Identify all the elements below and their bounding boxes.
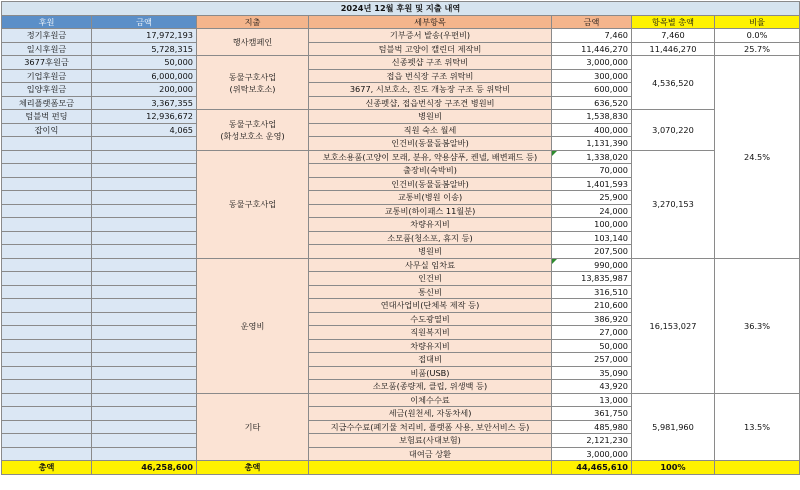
empty-cell <box>92 164 197 178</box>
empty-cell <box>2 245 92 259</box>
detail-item: 소모품(종량제, 클립, 위생백 등) <box>309 380 552 394</box>
comment-indicator-icon <box>552 151 557 156</box>
header-item-total: 항목별 총액 <box>632 15 715 29</box>
expense-total-amount: 44,465,610 <box>552 461 632 475</box>
empty-cell <box>2 447 92 461</box>
detail-amount: 600,000 <box>552 83 632 97</box>
detail-item: 이체수수료 <box>309 393 552 407</box>
table-row <box>2 110 800 124</box>
donation-amount: 5,728,315 <box>92 42 197 56</box>
empty-cell <box>92 150 197 164</box>
detail-item: 사무실 임차료 <box>309 258 552 272</box>
table-row <box>2 29 800 43</box>
empty-cell <box>92 272 197 286</box>
category-label-line: (화성보호소 운영) <box>220 130 285 141</box>
empty-cell <box>2 191 92 205</box>
ratio-total: 100% <box>632 461 715 475</box>
detail-amount: 1,131,390 <box>552 137 632 151</box>
empty-cell <box>92 393 197 407</box>
detail-amount: 361,750 <box>552 407 632 421</box>
donation-name: 3677후원금 <box>2 56 92 70</box>
empty-cell <box>2 150 92 164</box>
empty-cell <box>2 353 92 367</box>
empty-cell <box>2 312 92 326</box>
empty-cell <box>2 380 92 394</box>
expense-table <box>1 1 800 475</box>
empty-cell <box>92 407 197 421</box>
detail-amount: 485,980 <box>552 420 632 434</box>
category-label-line: (위탁보호소) <box>229 83 276 94</box>
donation-amount: 200,000 <box>92 83 197 97</box>
header-expense: 지출 <box>197 15 309 29</box>
detail-amount: 43,920 <box>552 380 632 394</box>
empty-cell <box>2 339 92 353</box>
detail-amount: 386,920 <box>552 312 632 326</box>
item-total: 5,981,960 <box>632 393 715 461</box>
detail-item: 보호소용품(고양이 모래, 분유, 약용샴푸, 켄넬, 배변패드 등) <box>309 150 552 164</box>
detail-item: 연대사업비(단체복 제작 등) <box>309 299 552 313</box>
empty-cell <box>92 326 197 340</box>
donation-name: 텀블벅 펀딩 <box>2 110 92 124</box>
empty-cell <box>2 420 92 434</box>
detail-item: 수도광열비 <box>309 312 552 326</box>
empty-cell <box>92 204 197 218</box>
detail-item: 병원비 <box>309 110 552 124</box>
detail-amount: 316,510 <box>552 285 632 299</box>
empty-cell <box>2 285 92 299</box>
item-total: 3,270,153 <box>632 150 715 258</box>
empty-cell <box>92 447 197 461</box>
detail-amount: 2,121,230 <box>552 434 632 448</box>
empty-cell <box>2 177 92 191</box>
detail-item: 접대비 <box>309 353 552 367</box>
item-total: 7,460 <box>632 29 715 43</box>
detail-item: 인건비(동물돌봄알바) <box>309 137 552 151</box>
empty-cell <box>2 366 92 380</box>
donation-total-amount: 46,258,600 <box>92 461 197 475</box>
ratio-cell: 13.5% <box>715 393 800 461</box>
empty-cell <box>92 137 197 151</box>
expense-category <box>197 29 309 56</box>
detail-item: 출장비(숙박비) <box>309 164 552 178</box>
empty-cell <box>2 407 92 421</box>
detail-amount: 636,520 <box>552 96 632 110</box>
comment-indicator-icon <box>552 259 557 264</box>
detail-amount: 1,538,830 <box>552 110 632 124</box>
item-total: 16,153,027 <box>632 258 715 393</box>
empty-cell <box>2 299 92 313</box>
detail-amount: 13,000 <box>552 393 632 407</box>
header-amount2: 금액 <box>552 15 632 29</box>
detail-item: 지급수수료(폐기물 처리비, 플랫폼 사용, 보안서비스 등) <box>309 420 552 434</box>
empty-cell <box>2 434 92 448</box>
empty-cell <box>2 231 92 245</box>
detail-amount: 13,835,987 <box>552 272 632 286</box>
donation-amount: 17,972,193 <box>92 29 197 43</box>
empty-cell <box>2 326 92 340</box>
table-row <box>2 150 800 164</box>
detail-item: 3677, 시보호소, 진도 개농장 구조 등 위탁비 <box>309 83 552 97</box>
empty-cell <box>92 299 197 313</box>
ratio-cell: 25.7% <box>715 42 800 56</box>
item-total: 11,446,270 <box>632 42 715 56</box>
detail-item: 차량유지비 <box>309 218 552 232</box>
empty-cell <box>92 339 197 353</box>
detail-item: 직원복지비 <box>309 326 552 340</box>
donation-total-label: 총액 <box>2 461 92 475</box>
detail-item: 세금(원천세, 자동차세) <box>309 407 552 421</box>
detail-item: 교통비(하이패스 11월분) <box>309 204 552 218</box>
table-row <box>2 258 800 272</box>
detail-amount: 400,000 <box>552 123 632 137</box>
expense-category <box>197 56 309 110</box>
detail-amount: 1,401,593 <box>552 177 632 191</box>
detail-item: 인건비 <box>309 272 552 286</box>
empty-cell <box>92 285 197 299</box>
detail-amount: 27,000 <box>552 326 632 340</box>
donation-name: 입양후원금 <box>2 83 92 97</box>
empty-cell <box>2 204 92 218</box>
expense-total-label: 총액 <box>197 461 309 475</box>
detail-item: 통신비 <box>309 285 552 299</box>
detail-item: 소모품(청소포, 휴지 등) <box>309 231 552 245</box>
empty-cell <box>92 191 197 205</box>
expense-category <box>197 393 309 461</box>
empty-cell <box>2 218 92 232</box>
header-amount: 금액 <box>92 15 197 29</box>
table-row <box>2 56 800 70</box>
sheet-title: 2024년 12월 후원 및 지출 내역 <box>2 2 800 16</box>
detail-amount: 257,000 <box>552 353 632 367</box>
detail-item: 대여금 상환 <box>309 447 552 461</box>
ratio-cell: 36.3% <box>715 258 800 393</box>
donation-amount: 3,367,355 <box>92 96 197 110</box>
table-row <box>2 393 800 407</box>
header-detail: 세부항목 <box>309 15 552 29</box>
detail-item: 접읍 번식장 구조 위탁비 <box>309 69 552 83</box>
donation-name: 정기후원금 <box>2 29 92 43</box>
expense-category <box>197 110 309 151</box>
donation-name: 기업후원금 <box>2 69 92 83</box>
header-ratio: 비율 <box>715 15 800 29</box>
detail-amount: 1,338,020 <box>552 150 632 164</box>
detail-item: 병원비 <box>309 245 552 259</box>
empty-cell <box>309 461 552 475</box>
detail-item: 보험료(사대보험) <box>309 434 552 448</box>
empty-cell <box>2 272 92 286</box>
detail-amount: 990,000 <box>552 258 632 272</box>
empty-cell <box>2 164 92 178</box>
empty-cell <box>92 366 197 380</box>
detail-amount: 103,140 <box>552 231 632 245</box>
empty-cell <box>92 245 197 259</box>
detail-amount: 100,000 <box>552 218 632 232</box>
empty-cell <box>92 258 197 272</box>
detail-amount: 50,000 <box>552 339 632 353</box>
detail-item: 비품(USB) <box>309 366 552 380</box>
category-label-line: 행사캠페인 <box>232 37 273 47</box>
empty-cell <box>92 177 197 191</box>
detail-item: 신종펫샵, 접읍번식장 구조견 병원비 <box>309 96 552 110</box>
detail-amount: 3,000,000 <box>552 56 632 70</box>
empty-cell <box>92 380 197 394</box>
ratio-cell: 0.0% <box>715 29 800 43</box>
detail-amount: 35,090 <box>552 366 632 380</box>
category-label-line: 운영비 <box>240 320 265 331</box>
detail-amount: 300,000 <box>552 69 632 83</box>
ratio-cell: 24.5% <box>715 56 800 259</box>
detail-item: 직원 숙소 월세 <box>309 123 552 137</box>
empty-cell <box>92 434 197 448</box>
detail-amount: 210,600 <box>552 299 632 313</box>
table-row <box>2 42 800 56</box>
empty-cell <box>92 231 197 245</box>
empty-cell <box>92 420 197 434</box>
detail-item: 차량유지비 <box>309 339 552 353</box>
detail-amount: 70,000 <box>552 164 632 178</box>
category-label-line: 동물구호사업 <box>228 71 277 82</box>
empty-cell <box>92 312 197 326</box>
total-row <box>2 461 800 475</box>
donation-amount: 50,000 <box>92 56 197 70</box>
donation-amount: 6,000,000 <box>92 69 197 83</box>
detail-item: 신종펫샵 구조 위탁비 <box>309 56 552 70</box>
empty-cell <box>92 218 197 232</box>
detail-amount: 11,446,270 <box>552 42 632 56</box>
detail-amount: 7,460 <box>552 29 632 43</box>
donation-amount: 4,065 <box>92 123 197 137</box>
detail-item: 인건비(동물돌봄알바) <box>309 177 552 191</box>
donation-amount: 12,936,672 <box>92 110 197 124</box>
category-label-line: 기타 <box>244 421 261 432</box>
donation-name: 체리플랫폼모금 <box>2 96 92 110</box>
category-label-line: 동물구호사업 <box>228 118 277 129</box>
detail-item: 교통비(병원 이송) <box>309 191 552 205</box>
expense-category <box>197 258 309 393</box>
detail-amount: 207,500 <box>552 245 632 259</box>
detail-amount: 24,000 <box>552 204 632 218</box>
detail-amount: 25,900 <box>552 191 632 205</box>
donation-name: 일시후원금 <box>2 42 92 56</box>
detail-amount: 3,000,000 <box>552 447 632 461</box>
item-total: 4,536,520 <box>632 56 715 110</box>
expense-category <box>197 150 309 258</box>
header-donation: 후원 <box>2 15 92 29</box>
empty-cell <box>2 393 92 407</box>
empty-cell <box>2 258 92 272</box>
empty-cell <box>92 353 197 367</box>
empty-cell <box>715 461 800 475</box>
item-total: 3,070,220 <box>632 110 715 151</box>
empty-cell <box>2 137 92 151</box>
detail-item: 기부증서 발송(우편비) <box>309 29 552 43</box>
detail-item: 텀블벅 고양이 캘린더 제작비 <box>309 42 552 56</box>
category-label-line: 동물구호사업 <box>228 199 277 209</box>
donation-name: 잡이익 <box>2 123 92 137</box>
